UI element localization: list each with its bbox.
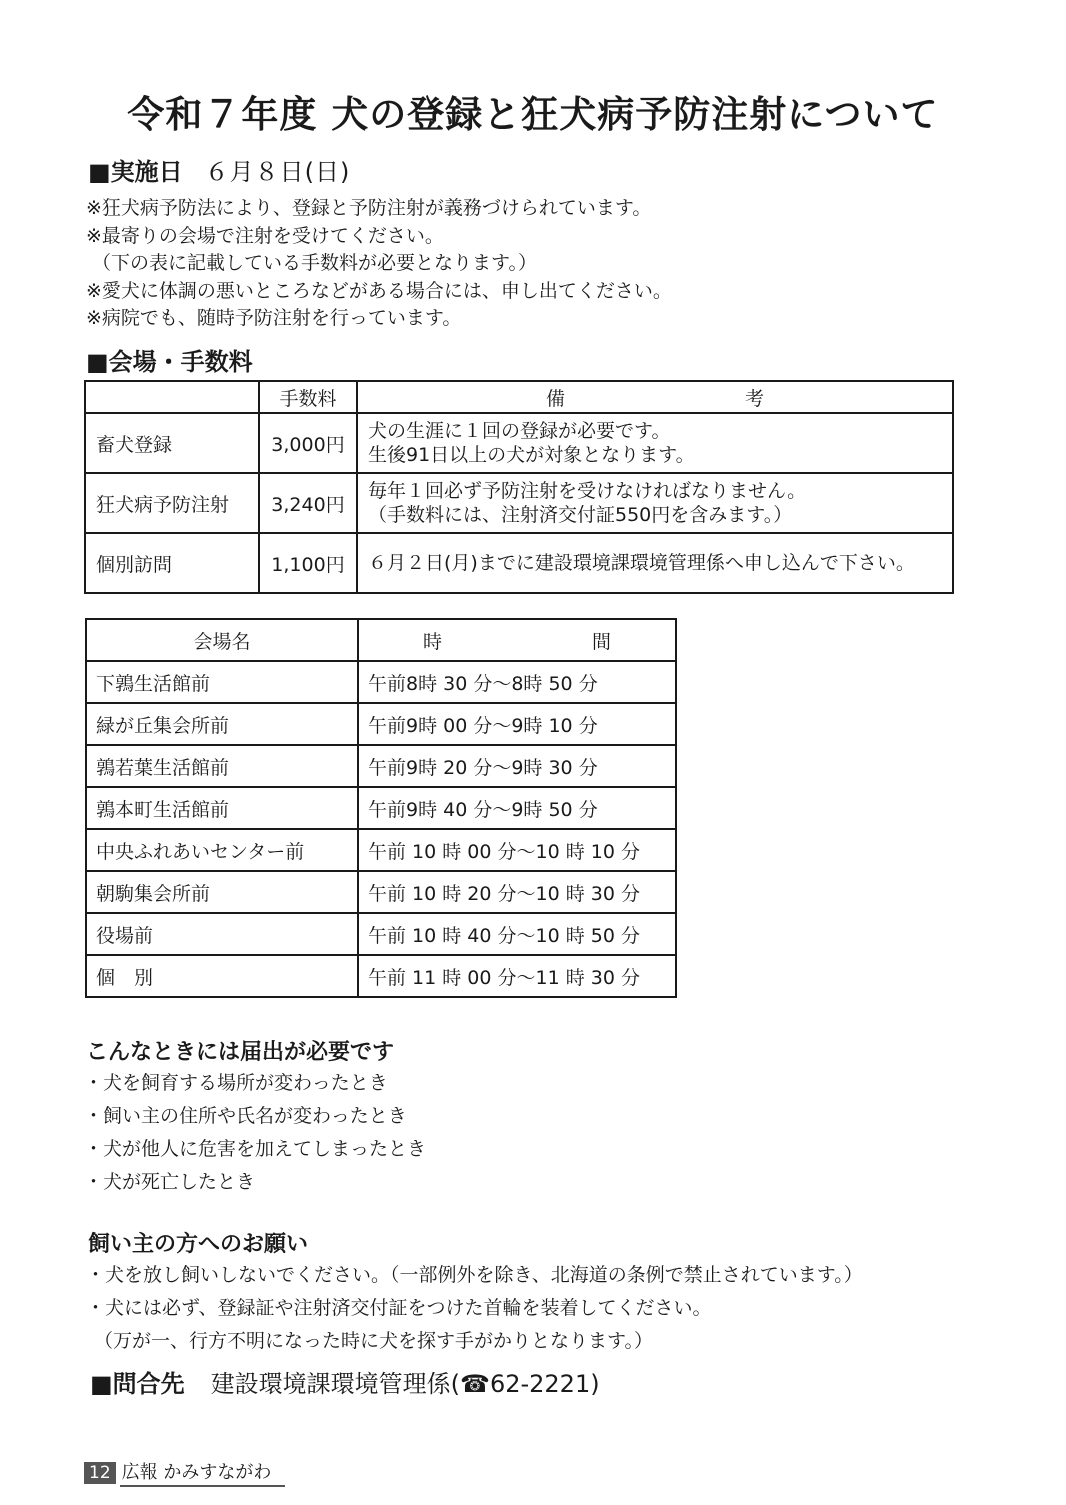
table-row <box>85 413 953 473</box>
contact-label: ■問合先 <box>90 1370 185 1398</box>
contact-info <box>90 1364 600 1399</box>
note-item: ※最寄りの会場で注射を受けてください。 <box>86 224 444 247</box>
fee-remark <box>357 473 953 533</box>
venue-time: 午前8時 30 分～8時 50 分 <box>358 661 676 703</box>
list-item: ・犬を放し飼いしないでください。（一部例外を除き、北海道の条例で禁止されています。） <box>86 1264 863 1286</box>
remark-header-part: 考 <box>745 387 765 410</box>
table-row <box>86 871 676 913</box>
fee-remark-line: 犬の生涯に１回の登録が必要です。 <box>368 420 671 442</box>
fee-remark-line: 生後91日以上の犬が対象となります。 <box>368 444 695 466</box>
fee-table <box>84 380 954 594</box>
fee-header-fee: 手数料 <box>259 381 357 413</box>
remark-header-part: 備 <box>545 387 565 410</box>
fee-amount: 1,100円 <box>259 533 357 593</box>
note-item: ※病院でも、随時予防注射を行っています。 <box>86 307 462 329</box>
venue-place: 朝駒集会所前 <box>86 871 358 913</box>
publication-name: 広報 かみすながわ <box>120 1458 286 1487</box>
page-title: 令和７年度 犬の登録と狂犬病予防注射について <box>127 93 939 136</box>
table-row <box>86 913 676 955</box>
fee-header-remark <box>357 381 953 413</box>
list-item: ・犬には必ず、登録証や注射済交付証をつけた首輪を装着してください。 <box>86 1297 712 1319</box>
page-number: 12 <box>84 1462 116 1484</box>
venue-time: 午前9時 00 分～9時 10 分 <box>358 703 676 745</box>
venue-place: 中央ふれあいセンター前 <box>86 829 358 871</box>
page-footer <box>84 1458 285 1487</box>
venue-table <box>85 618 677 998</box>
time-header-part: 間 <box>592 630 612 653</box>
list-item: ・飼い主の住所や氏名が変わったとき <box>84 1105 407 1127</box>
venue-place: 緑が丘集会所前 <box>86 703 358 745</box>
notes-list <box>86 195 672 333</box>
venue-time: 午前9時 20 分～9時 30 分 <box>358 745 676 787</box>
venue-place: 役場前 <box>86 913 358 955</box>
venue-time: 午前 10 時 00 分～10 時 10 分 <box>358 829 676 871</box>
venue-time: 午前 11 時 00 分～11 時 30 分 <box>358 955 676 997</box>
fee-header-item <box>85 381 259 413</box>
note-item: ※狂犬病予防法により、登録と予防注射が義務づけられています。 <box>86 197 652 219</box>
note-item: ※愛犬に体調の悪いところなどがある場合には、申し出てください。 <box>86 279 672 302</box>
venue-header-time <box>358 619 676 661</box>
table-row <box>86 703 676 745</box>
venue-time: 午前9時 40 分～9時 50 分 <box>358 787 676 829</box>
fee-remark <box>357 413 953 473</box>
fee-amount: 3,240円 <box>259 473 357 533</box>
list-item: ・犬を飼育する場所が変わったとき <box>84 1072 388 1094</box>
venue-time: 午前 10 時 20 分～10 時 30 分 <box>358 871 676 913</box>
fee-remark-line: 毎年１回必ず予防注射を受けなければなりません。 <box>368 480 807 502</box>
venue-header-place: 会場名 <box>86 619 358 661</box>
request-heading: 飼い主の方へのお願い <box>88 1232 309 1257</box>
venue-place: 鶉若葉生活館前 <box>86 745 358 787</box>
note-item: （下の表に記載している手数料が必要となります。） <box>92 252 537 274</box>
fee-amount: 3,000円 <box>259 413 357 473</box>
list-item: （万が一、行方不明になった時に犬を探す手がかりとなります。） <box>94 1330 653 1352</box>
table-row <box>86 787 676 829</box>
fee-remark <box>357 533 953 593</box>
fee-remark-line: ６月２日(月)までに建設環境課環境管理係へ申し込んで下さい。 <box>368 552 915 574</box>
venue-time: 午前 10 時 40 分～10 時 50 分 <box>358 913 676 955</box>
list-item: ・犬が他人に危害を加えてしまったとき <box>84 1138 427 1160</box>
fee-item: 狂犬病予防注射 <box>85 473 259 533</box>
venue-table-header <box>86 619 676 661</box>
table-row <box>86 829 676 871</box>
fee-section-heading: ■会場・手数料 <box>86 348 253 376</box>
event-date: ６月８日(日) <box>204 158 351 186</box>
table-row <box>85 473 953 533</box>
table-row <box>86 661 676 703</box>
table-row <box>86 955 676 997</box>
contact-value: 建設環境課環境管理係(☎62-2221) <box>210 1370 600 1398</box>
table-row <box>85 533 953 593</box>
venue-place: 下鶉生活館前 <box>86 661 358 703</box>
table-row <box>86 745 676 787</box>
time-header-part: 時 <box>422 630 442 653</box>
venue-place: 鶉本町生活館前 <box>86 787 358 829</box>
fee-item: 個別訪問 <box>85 533 259 593</box>
request-list <box>86 1259 863 1358</box>
fee-item: 畜犬登録 <box>85 413 259 473</box>
list-item: ・犬が死亡したとき <box>84 1171 256 1193</box>
notification-heading: こんなときには届出が必要です <box>86 1040 395 1065</box>
fee-remark-line: （手数料には、注射済交付証550円を含みます。） <box>368 504 793 526</box>
venue-place: 個 別 <box>86 955 358 997</box>
date-section <box>88 152 350 187</box>
date-section-label: ■実施日 <box>88 158 183 186</box>
notification-list <box>84 1067 426 1199</box>
fee-table-header <box>85 381 953 413</box>
